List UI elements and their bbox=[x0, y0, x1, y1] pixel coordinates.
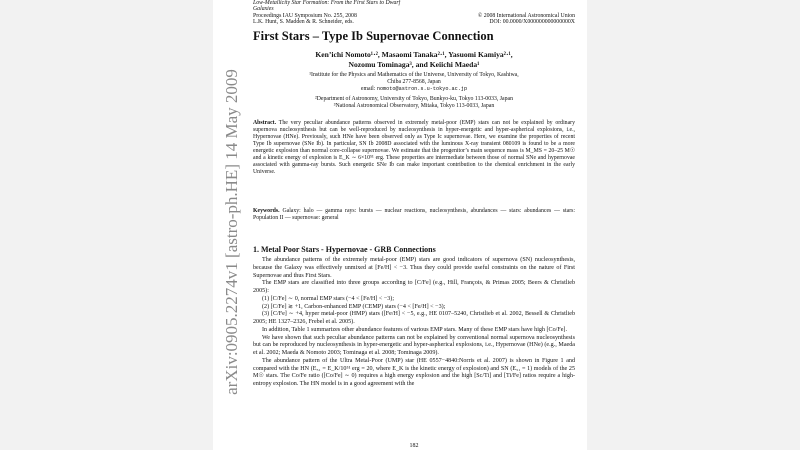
keywords-label: Keywords. bbox=[253, 208, 280, 214]
list-item: (3) [C/Fe] ∼ +4, hyper metal-poor (HMP) stars ([Fe/H] < −5, e.g., HE 0107–5240, Christlieb et al. 2002, Bessell & Christlieb 2005; HE 1327–2326, Frebel et al. 2005). bbox=[253, 311, 575, 325]
abstract-label: Abstract. bbox=[253, 120, 277, 126]
copyright-header bbox=[478, 13, 575, 26]
affiliation-3: ³National Astronomical Observatory, Mitaka, Tokyo 113-0033, Japan bbox=[333, 102, 495, 109]
email-line bbox=[253, 86, 575, 93]
paragraph: The abundance patterns of the extremely metal-poor (EMP) stars are good indicators of supernova (SN) nucleosynthesis, because the Galaxy was effectively unmixed at [Fe/H] < −3. Thus they could provide useful constraints on the nature of First Supernovae and thus First Stars. bbox=[253, 257, 575, 279]
list-item: (1) [C/Fe] ∼ 0, normal EMP stars (−4 < [Fe/H] < −3); bbox=[262, 295, 395, 302]
right-margin-panel bbox=[587, 0, 800, 450]
header-line: Galaxies bbox=[253, 6, 274, 13]
doi-line: DOI: 00.0000/X000000000000000X bbox=[489, 18, 575, 25]
email-label: email: bbox=[360, 85, 377, 92]
copyright-line: © 2008 International Astronomical Union bbox=[477, 12, 575, 19]
keywords-text: Galaxy: halo — gamma rays: bursts — nuclear reactions, nucleosynthesis, abundances — stars: abundances — stars: Population II — supernovae: general bbox=[253, 208, 576, 221]
affiliation-1: ¹Institute for the Physics and Mathematics of the Universe, University of Tokyo, Kashiwa, bbox=[309, 72, 519, 78]
list-item: (2) [C/Fe] ≳ +1, Carbon-enhanced EMP (CEMP) stars (−4 < [Fe/H] < −3); bbox=[262, 303, 446, 310]
section-heading: 1. Metal Poor Stars - Hypernovae - GRB Connections bbox=[253, 245, 436, 254]
arxiv-stamp: arXiv:0905.2274v1 [astro-ph.HE] 14 May 2009 bbox=[222, 69, 241, 395]
author-line: Nozomu Tominaga³, and Keiichi Maeda¹ bbox=[348, 60, 480, 69]
affiliations bbox=[253, 72, 575, 110]
paragraph: We have shown that such peculiar abundance patterns can not be explained by conventional normal supernova nucleosynthesis but can be reproduced by nucleosynthesis in hyper-energetic and hyper-aspherical explosions, i.e., Hypernovae (HNe) (e.g., Maeda et al. 2002; Maeda & Nomoto 2003; Tominaga et al. 2008; Tominaga 2009). bbox=[253, 334, 575, 356]
header-line: Low-Metallicity Star Formation: From the First Stars to Dwarf bbox=[253, 0, 401, 6]
left-margin-panel bbox=[0, 0, 213, 450]
header-line: L.K. Hunt, S. Madden & R. Schneider, eds. bbox=[253, 19, 354, 26]
author-list bbox=[253, 50, 575, 70]
page-number: 182 bbox=[409, 443, 419, 449]
paragraph: In addition, Table 1 summarizes other abundance features of various EMP stars. Many of these EMP stars have high [Co/Fe]. bbox=[262, 326, 567, 333]
affiliation-2: ²Department of Astronomy, University of Tokyo, Bunkyo-ku, Tokyo 113-0033, Japan bbox=[315, 95, 513, 102]
author-line: Ken’ichi Nomoto¹·², Masaomi Tanaka²·¹, Yasuomi Kamiya²·¹, bbox=[315, 50, 513, 59]
section-body bbox=[253, 257, 575, 389]
paper-title: First Stars – Type Ib Supernovae Connection bbox=[253, 29, 494, 43]
email-address: nomoto@astron.s.u-tokyo.ac.jp bbox=[376, 85, 468, 92]
keywords bbox=[253, 208, 575, 222]
abstract-text: The very peculiar abundance patterns observed in extremely metal-poor (EMP) stars can not be explained by ordinary supernova nucleosynthesis but can be well-reproduced by nucleosynthesis in hyper-energetic and hyper-aspherical explosions, i.e., Hypernovae (HNe). Previously, such HNe have been observed only as Type Ic supernovae. Here, we examine the properties of recent Type Ib supernovae (SNe Ib). In particular, SN Ib 2008D associated with the luminous X-ray transient 080109 is found to be a more energetic explosion than normal core-collapse supernovae. We estimate that the progenitor’s main sequence mass is M_MS = 20–25 M☉ and a kinetic energy of explosion is E_K ∼ 6×10⁵¹ erg. These properties are intermediate between those of normal SNe and hypernovae associated with gamma-ray bursts. Such energetic SNe Ib can make important contribution to the chemical enrichment in the early Universe. bbox=[253, 120, 575, 175]
abstract bbox=[253, 120, 575, 176]
affiliation-1-cont: Chiba 277-8568, Japan bbox=[387, 78, 441, 85]
header-line: Proceedings IAU Symposium No. 255, 2008 bbox=[253, 12, 357, 19]
proceedings-header bbox=[253, 0, 483, 26]
paper-page bbox=[253, 0, 575, 450]
paragraph: The abundance pattern of the Ultra Metal-Poor (UMP) star (HE 0557−4840:Norris et al. 2007) is shown in Figure 1 and compared with the HN (E₅₁ = E_K/10⁵¹ erg = 20, where E_K is the kinetic energy of explosion) and SN (E₅₁ = 1) models of the 25 M☉ stars. The Co/Fe ratio ([Co/Fe] ∼ 0) requires a high energy explosion and the high [Sc/Ti] and [Ti/Fe] ratios require a high-entropy explosion. The HN model is in a good agreement with the bbox=[253, 357, 575, 387]
paragraph: The EMP stars are classified into three groups according to [C/Fe] (e.g., Hill, François, & Primas 2005; Beers & Christlieb 2005): bbox=[253, 280, 575, 294]
